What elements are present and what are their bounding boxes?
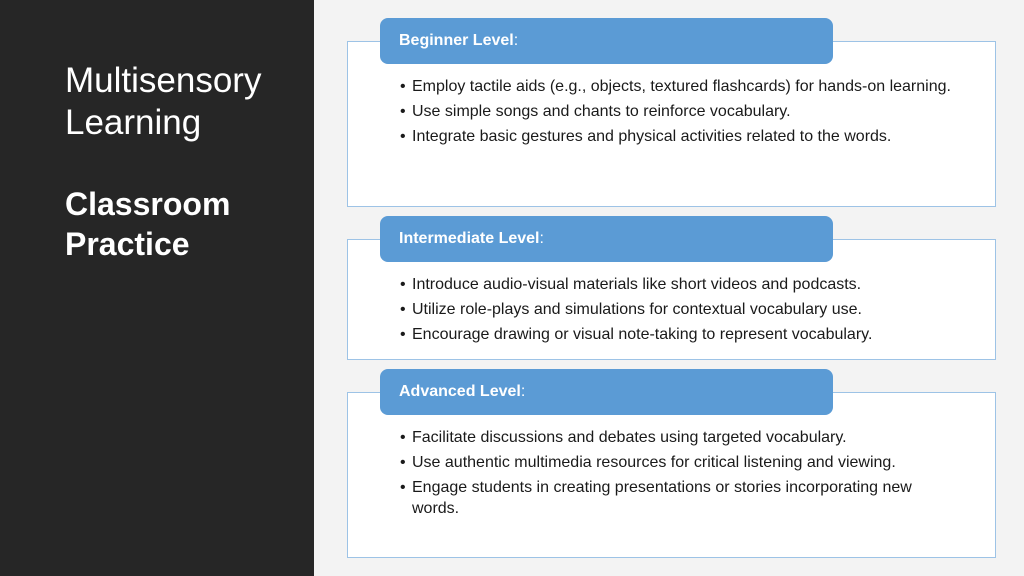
- level-name: Intermediate Level: [399, 230, 540, 247]
- title-panel: [0, 0, 314, 576]
- bullet-icon: •: [400, 429, 406, 446]
- bullet-icon: •: [400, 128, 406, 145]
- bullet-icon: •: [400, 78, 406, 95]
- list-item: • Use authentic multimedia resources for critical listening and viewing.: [400, 454, 896, 471]
- beginner-level-header: Beginner Level :: [380, 18, 833, 64]
- bullet-icon: •: [400, 301, 406, 318]
- list-item: • Facilitate discussions and debates using targeted vocabulary.: [400, 429, 847, 446]
- list-item: • Integrate basic gestures and physical activities related to the words.: [400, 128, 892, 145]
- list-item: • Use simple songs and chants to reinforce vocabulary.: [400, 103, 791, 120]
- bullet-icon: •: [400, 454, 406, 471]
- bullet-icon: •: [400, 479, 406, 496]
- list-item: • Engage students in creating presentations or stories incorporating new words.: [400, 479, 912, 517]
- slide-subtitle: Classroom Practice: [65, 186, 231, 262]
- level-name: Advanced Level: [399, 383, 521, 400]
- advanced-level-header: Advanced Level :: [380, 369, 833, 415]
- bullet-icon: •: [400, 276, 406, 293]
- beginner-level-box: [347, 41, 996, 207]
- list-item: • Encourage drawing or visual note-taking to represent vocabulary.: [400, 326, 873, 343]
- list-item: • Utilize role-plays and simulations for contextual vocabulary use.: [400, 301, 862, 318]
- intermediate-bullet-list: [400, 274, 955, 349]
- list-item: • Introduce audio-visual materials like short videos and podcasts.: [400, 276, 862, 293]
- advanced-bullet-list: [400, 427, 955, 523]
- bullet-icon: •: [400, 103, 406, 120]
- intermediate-level-header: Intermediate Level :: [380, 216, 833, 262]
- level-name: Beginner Level: [399, 32, 514, 49]
- advanced-level-box: [347, 392, 996, 558]
- beginner-bullet-list: [400, 76, 955, 151]
- bullet-icon: •: [400, 326, 406, 343]
- slide-title: Multisensory Learning: [65, 61, 262, 142]
- list-item: • Employ tactile aids (e.g., objects, textured flashcards) for hands-on learning.: [400, 78, 951, 95]
